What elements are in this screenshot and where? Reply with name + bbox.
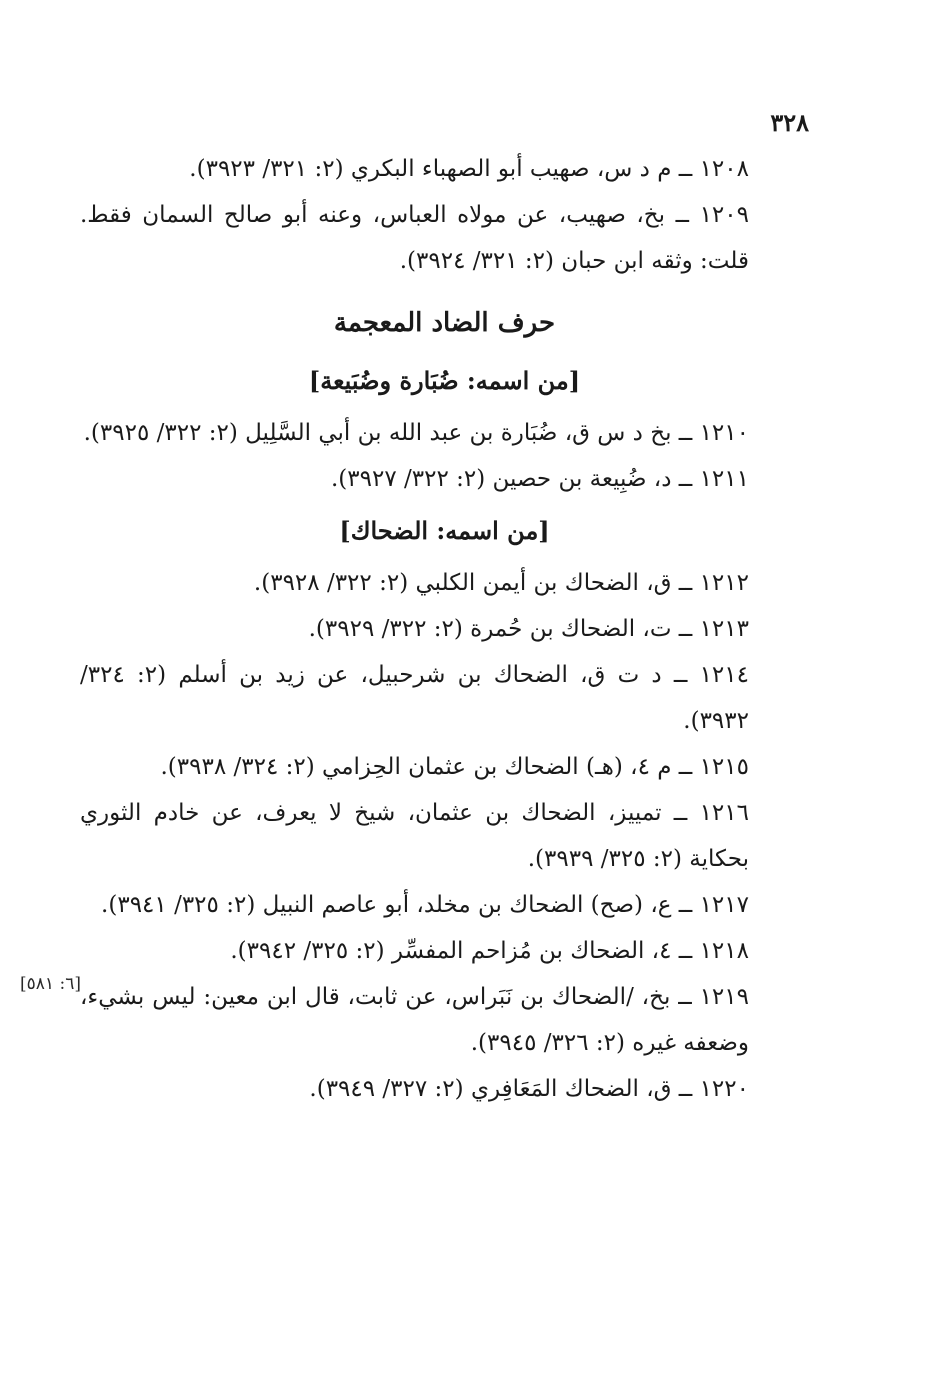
entry-1211: ١٢١١ ــ د، ضُبِيعة بن حصين (٢: ٣٢٢/ ٣٩٢٧). [330, 466, 749, 492]
entry-1218: ١٢١٨ ــ ٤، الضحاك بن مُزاحم المفسِّر (٢: ٣٢٥/ ٣٩٤٢). [230, 938, 749, 964]
entry-1220: ١٢٢٠ ــ ق، الضحاك المَعَافِري (٢: ٣٢٧/ ٣٩٤٩). [309, 1076, 749, 1102]
page-number: ٣٢٨ [770, 108, 809, 137]
document-page [20, 100, 809, 1112]
entry-1214: ١٢١٤ ــ د ت ق، الضحاك بن شرحبيل، عن زيد بن أسلم (٢: ٣٢٤/ ٣٩٣٢). [80, 662, 749, 734]
subheading-dubara: [من اسمه: ضُبَارة وضُبَيعة] [308, 366, 581, 395]
entry-1219-wrapper [20, 974, 809, 1066]
entry-1208: ١٢٠٨ ــ م د س، صهيب أبو الصهباء البكري (٢: ٣٢١/ ٣٩٢٣). [189, 156, 749, 182]
entry-1215: ١٢١٥ ــ م ٤، (هـ) الضحاك بن عثمان الحِزامي (٢: ٣٢٤/ ٣٩٣٨). [160, 754, 749, 780]
subheading-dahhak: [من اسمه: الضحاك] [339, 516, 550, 545]
entry-1209: ١٢٠٩ ــ بخ، صهيب، عن مولاه العباس، وعنه أبو صالح السمان فقط. قلت: وثقه ابن حبان (٢: ٣٢١/ ٣٩٢٤). [80, 202, 749, 274]
section-heading: حرف الضاد المعجمة [333, 308, 556, 338]
entry-1219: ١٢١٩ ــ بخ، /الضحاك بن نَبَراس، عن ثابت، قال ابن معين: ليس بشيء، وضعفه غيره (٢: ٣٢٦/ ٣٩٤٥). [80, 984, 749, 1056]
entry-1212: ١٢١٢ ــ ق، الضحاك بن أيمن الكلبي (٢: ٣٢٢/ ٣٩٢٨). [253, 570, 749, 596]
entry-1210: ١٢١٠ ــ بخ د س ق، ضُبَارة بن عبد الله بن أبي السَّلِيل (٢: ٣٢٢/ ٣٩٢٥). [83, 420, 749, 446]
entry-1216: ١٢١٦ ــ تمييز، الضحاك بن عثمان، شيخ لا يعرف، عن خادم الثوري بحكاية (٢: ٣٢٥/ ٣٩٣٩). [80, 800, 749, 872]
entry-1217: ١٢١٧ ــ ع، (صح) الضحاك بن مخلد، أبو عاصم النبيل (٢: ٣٢٥/ ٣٩٤١). [101, 892, 749, 918]
margin-reference: [٦: ٥٨١] [20, 974, 81, 994]
entry-1213: ١٢١٣ ــ ت، الضحاك بن حُمرة (٢: ٣٢٢/ ٣٩٢٩). [308, 616, 749, 642]
